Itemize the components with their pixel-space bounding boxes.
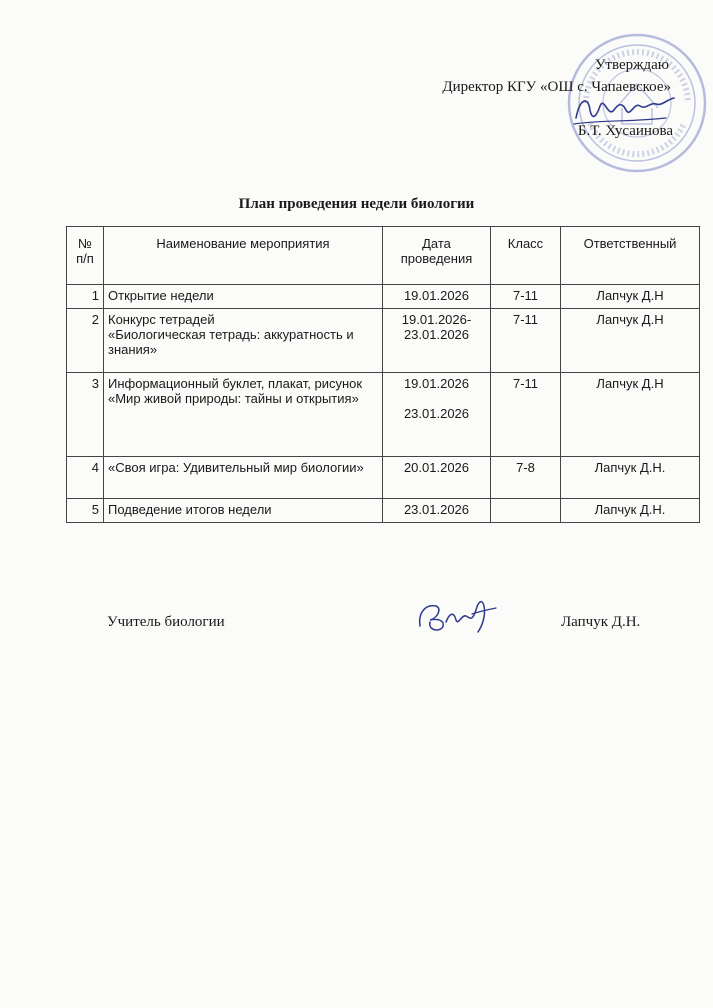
header-responsible: Ответственный	[561, 227, 700, 285]
events-table	[66, 226, 700, 523]
teacher-position: Учитель биологии	[107, 614, 225, 630]
table-row	[67, 499, 700, 523]
approval-block	[0, 0, 713, 180]
table-header-row	[67, 227, 700, 285]
row-event-name: Конкурс тетрадей «Биологическая тетрадь: аккуратность и знания»	[104, 309, 383, 373]
teacher-name: Лапчук Д.Н.	[561, 614, 641, 630]
header-date: Дата проведения	[383, 227, 491, 285]
row-responsible: Лапчук Д.Н.	[561, 499, 700, 523]
teacher-signature	[412, 592, 504, 642]
row-date: 19.01.2026	[383, 285, 491, 309]
approval-director-name: Б.Т. Хусаинова	[577, 123, 673, 139]
row-responsible: Лапчук Д.Н.	[561, 457, 700, 499]
row-responsible: Лапчук Д.Н	[561, 373, 700, 457]
row-event-name: «Своя игра: Удивительный мир биологии»	[104, 457, 383, 499]
table-row	[67, 285, 700, 309]
document-title: План проведения недели биологии	[238, 196, 475, 212]
row-event-name: Информационный буклет, плакат, рисунок «Мир живой природы: тайны и открытия»	[104, 373, 383, 457]
row-date: 19.01.2026 23.01.2026	[383, 373, 491, 457]
row-num: 5	[67, 499, 104, 523]
approval-title: Утверждаю	[594, 57, 669, 73]
table-row	[67, 457, 700, 499]
row-responsible: Лапчук Д.Н	[561, 309, 700, 373]
row-num: 1	[67, 285, 104, 309]
row-date: 23.01.2026	[383, 499, 491, 523]
row-num: 2	[67, 309, 104, 373]
row-responsible: Лапчук Д.Н	[561, 285, 700, 309]
row-class: 7-11	[491, 309, 561, 373]
header-name: Наименование мероприятия	[104, 227, 383, 285]
header-num: № п/п	[67, 227, 104, 285]
row-num: 3	[67, 373, 104, 457]
row-num: 4	[67, 457, 104, 499]
row-class: 7-11	[491, 373, 561, 457]
table-row	[67, 309, 700, 373]
approval-director-line: Директор КГУ «ОШ с. Чапаевское»	[442, 79, 671, 95]
row-event-name: Открытие недели	[104, 285, 383, 309]
row-class	[491, 499, 561, 523]
row-class: 7-11	[491, 285, 561, 309]
row-date: 19.01.2026- 23.01.2026	[383, 309, 491, 373]
header-class: Класс	[491, 227, 561, 285]
row-event-name: Подведение итогов недели	[104, 499, 383, 523]
row-date: 20.01.2026	[383, 457, 491, 499]
row-class: 7-8	[491, 457, 561, 499]
table-row	[67, 373, 700, 457]
